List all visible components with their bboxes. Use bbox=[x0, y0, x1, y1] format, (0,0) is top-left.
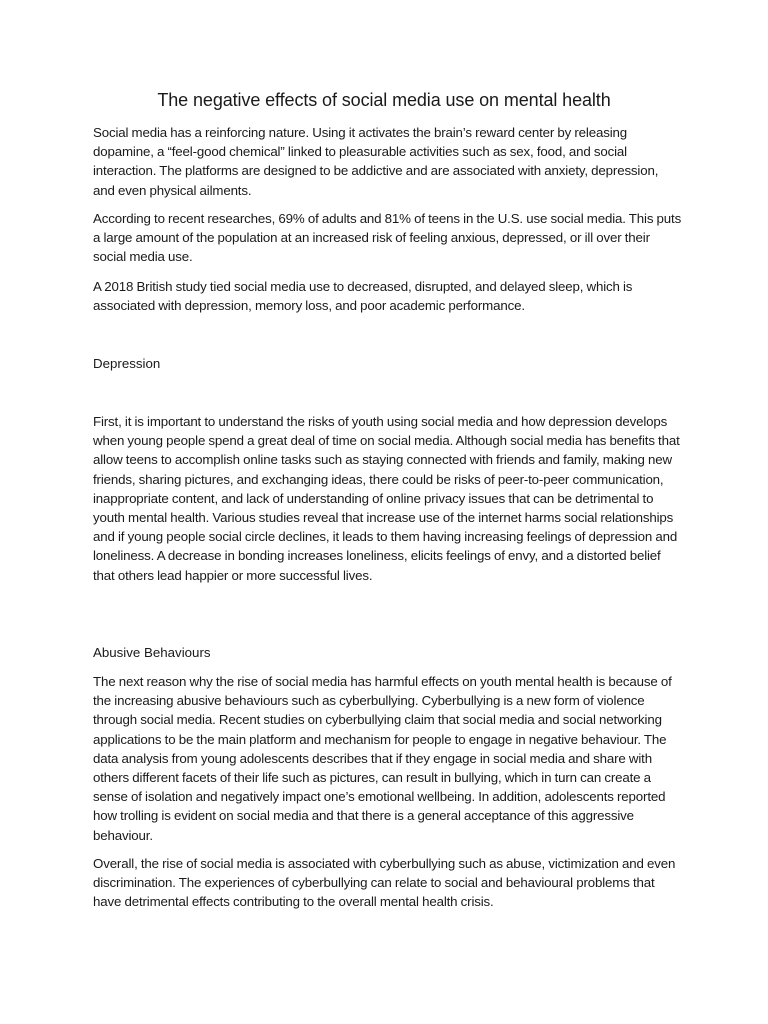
paragraph-intro-2: According to recent researches, 69% of adults and 81% of teens in the U.S. use social media. This puts a large amount of the population at an increased risk of feeling anxious, depressed, or ill over their social media use. bbox=[93, 211, 682, 265]
section-heading-depression: Depression bbox=[93, 356, 161, 371]
paragraph-intro-1: Social media has a reinforcing nature. Using it activates the brain’s reward center by releasing dopamine, a “feel-good chemical” linked to pleasurable activities such as sex, food, and social interaction. The platforms are designed to be addictive and are associated with anxiety, depression, and even physical ailments. bbox=[93, 125, 659, 198]
paragraph-abusive-behaviours: The next reason why the rise of social media has harmful effects on youth mental health is because of the increasing abusive behaviours such as cyberbullying. Cyberbullying is a new form of violence through social media. Recent studies on cyberbullying claim that social media and social networking applications to be the main platform and mechanism for people to engage in negative behaviour. The data analysis from young adolescents describes that if they engage in social media and share with others different facets of their life such as pictures, can result in bullying, which in turn can create a sense of isolation and negatively impact one’s emotional wellbeing. In addition, adolescents reported how trolling is evident on social media and that there is a general acceptance of this aggressive behaviour. bbox=[93, 674, 672, 843]
document-title: The negative effects of social media use on mental health bbox=[157, 90, 611, 110]
paragraph-depression: First, it is important to understand the risks of youth using social media and how depression develops when young people spend a great deal of time on social media. Although social media has benefits that allow teens to accomplish online tasks such as staying connected with friends and family, making new friends, sharing pictures, and exchanging ideas, there could be risks of peer-to-peer communication, inappropriate content, and lack of understanding of online privacy issues that can be detrimental to youth mental health. Various studies reveal that increase use of the internet harms social relationships and if young people social circle declines, it leads to them having increasing feelings of depression and loneliness. A decrease in bonding increases loneliness, elicits feelings of envy, and a distorted belief that others lead happier or more successful lives. bbox=[93, 414, 680, 583]
paragraph-conclusion: Overall, the rise of social media is associated with cyberbullying such as abuse, victimization and even discrimination. The experiences of cyberbullying can relate to social and behavioural problems that have detrimental effects contributing to the overall mental health crisis. bbox=[93, 856, 676, 910]
section-heading-abusive-behaviours: Abusive Behaviours bbox=[93, 645, 211, 660]
paragraph-intro-3: A 2018 British study tied social media use to decreased, disrupted, and delayed sleep, which is associated with depression, memory loss, and poor academic performance. bbox=[93, 279, 633, 314]
